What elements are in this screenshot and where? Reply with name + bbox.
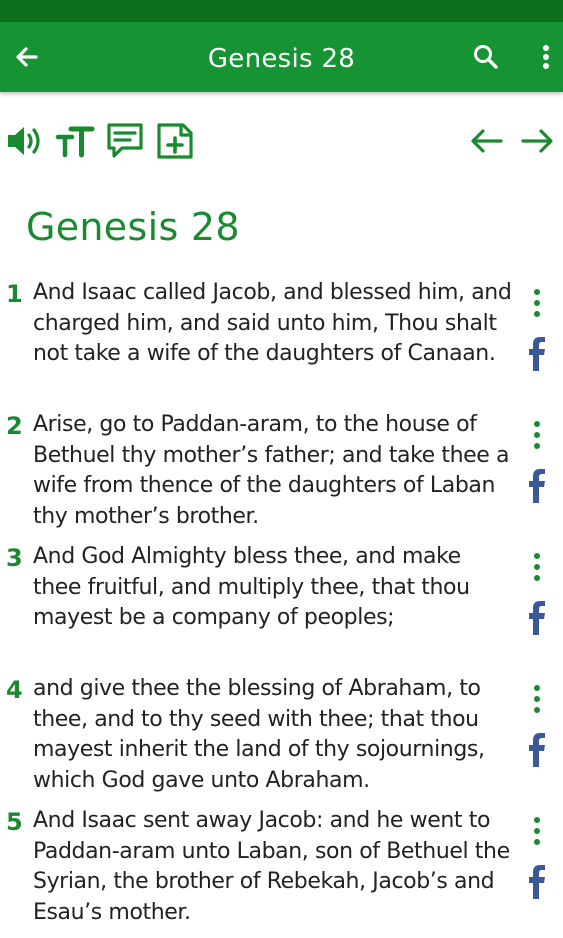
text-size-icon[interactable] (54, 118, 96, 164)
add-note-icon[interactable] (154, 118, 196, 164)
verse-item[interactable] (0, 806, 563, 938)
search-icon[interactable] (470, 41, 502, 73)
page-title: Genesis 28 (207, 44, 356, 74)
verse-menu-icon[interactable] (529, 288, 545, 318)
verse-text[interactable]: Arise, go to Paddan-aram, to the house of Bethuel thy mother’s father; and take thee a wife from thence of the daughters of Laban thy mother’s brother. (33, 412, 510, 529)
verse-text[interactable]: And Isaac called Jacob, and blessed him, and charged him, and said unto him, Thou shalt not take a wife of the daughters of Canaan. (33, 280, 512, 366)
verse-number: 2 (6, 412, 23, 440)
verse-menu-icon[interactable] (529, 420, 545, 450)
status-bar (0, 0, 563, 22)
app-bar (0, 22, 563, 92)
verse-menu-icon[interactable] (529, 684, 545, 714)
facebook-icon[interactable] (524, 732, 550, 768)
verse-text[interactable]: and give thee the blessing of Abraham, to thee, and to thy seed with thee; that thou mayest inherit the land of thy sojournings, which God gave unto Abraham. (33, 676, 485, 793)
verse-item[interactable] (0, 410, 563, 542)
chapter-title: Genesis 28 (26, 205, 240, 249)
verse-text[interactable]: And Isaac sent away Jacob: and he went to Paddan-aram unto Laban, son of Bethuel the Syrian, the brother of Rebekah, Jacob’s and Esau’s mother. (33, 808, 510, 925)
facebook-icon[interactable] (524, 600, 550, 636)
verse-number: 3 (6, 544, 23, 572)
verse-menu-icon[interactable] (529, 552, 545, 582)
verse-item[interactable] (0, 278, 563, 410)
verse-text[interactable]: And God Almighty bless thee, and make thee fruitful, and multiply thee, that thou mayest be a company of peoples; (33, 544, 470, 630)
next-arrow-icon[interactable] (516, 118, 558, 164)
verse-list (0, 278, 563, 938)
verse-number: 5 (6, 808, 23, 836)
verse-number: 4 (6, 676, 23, 704)
facebook-icon[interactable] (524, 468, 550, 504)
facebook-icon[interactable] (524, 864, 550, 900)
speaker-icon[interactable] (4, 118, 46, 164)
facebook-icon[interactable] (524, 336, 550, 372)
more-vertical-icon[interactable] (533, 41, 559, 73)
comment-icon[interactable] (104, 118, 146, 164)
reading-toolbar (0, 118, 563, 168)
previous-arrow-icon[interactable] (466, 118, 508, 164)
verse-menu-icon[interactable] (529, 816, 545, 846)
verse-number: 1 (6, 280, 23, 308)
verse-item[interactable] (0, 542, 563, 674)
verse-item[interactable] (0, 674, 563, 806)
